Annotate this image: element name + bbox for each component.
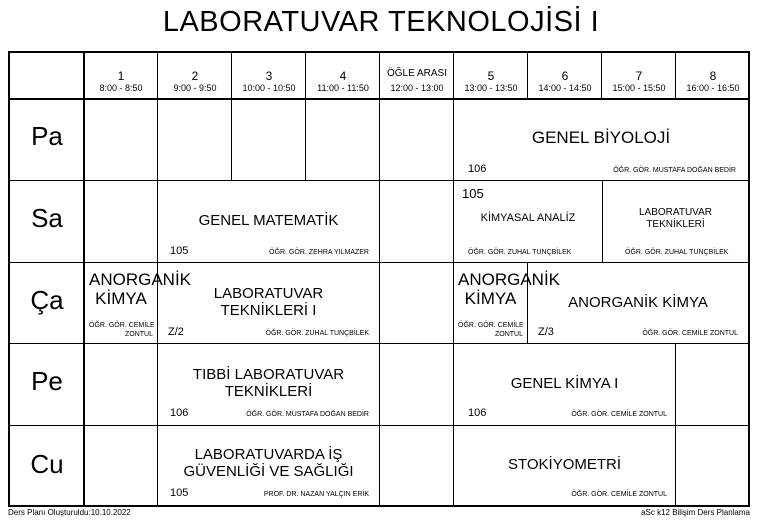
column-border — [601, 53, 602, 99]
lesson-teacher: ZONTUL — [125, 331, 153, 338]
period-time: 9:00 - 9:50 — [173, 83, 217, 93]
lesson-genel-kimya[interactable] — [454, 344, 675, 425]
lesson-room: 106 — [468, 407, 487, 419]
lesson-room: Z/3 — [538, 326, 554, 338]
period-time: 14:00 - 14:50 — [538, 83, 592, 93]
period-time: 11:00 - 11:50 — [317, 83, 369, 93]
period-number: 2 — [191, 69, 199, 83]
lesson-genel-biyoloji[interactable] — [454, 100, 748, 180]
lesson-name: GENEL BİYOLOJİ — [531, 128, 671, 147]
lesson-genel-matematik[interactable] — [158, 181, 379, 262]
lesson-name: GENEL MATEMATİK — [198, 212, 339, 229]
lesson-name: LABORATUVARDA İŞ GÜVENLİĞİ VE SAĞLIĞI — [183, 446, 354, 481]
lesson-teacher: PROF. DR. NAZAN YALÇIN ERİK — [263, 491, 369, 498]
period-number: 3 — [265, 69, 273, 83]
lesson-teacher: ÖĞR. GÖR. ZUHAL TUNÇBİLEK — [265, 330, 369, 337]
lesson-name: TIBBİ LABORATUVAR TEKNİKLERİ — [192, 366, 345, 401]
footer-software: aSc k12 Bilişim Ders Planlama — [641, 508, 750, 517]
period-time: 12:00 - 13:00 — [390, 83, 444, 93]
header-lunch — [380, 53, 454, 98]
period-number: 6 — [561, 69, 569, 83]
lesson-teacher: ÖĞR. GÖR. MUSTAFA DOĞAN BEDİR — [613, 167, 736, 174]
period-number: 5 — [487, 69, 495, 83]
lesson-name: ANORGANİK KİMYA — [568, 294, 708, 311]
lesson-teacher: ÖĞR. GÖR. CEMİLE ZONTUL — [571, 491, 667, 498]
lesson-teacher: ÖĞR. GÖR. ZEHRA YILMAZER — [269, 249, 369, 256]
day-label-pa: Pa — [31, 121, 63, 151]
day-label-cu: Cu — [30, 449, 64, 479]
period-time: 13:00 - 13:50 — [464, 83, 518, 93]
period-time: 8:00 - 8:50 — [99, 83, 143, 93]
period-number: 4 — [339, 69, 347, 83]
lesson-name: STOKİYOMETRİ — [507, 456, 622, 473]
lesson-room: Z/2 — [168, 326, 184, 338]
header-period-1 — [84, 53, 158, 98]
lesson-is-guvenligi[interactable] — [158, 426, 379, 505]
lesson-teacher: ZONTUL — [495, 331, 523, 338]
lesson-name: KİMYASAL ANALİZ — [480, 212, 576, 224]
lunch-label: ÖĞLE ARASI — [386, 68, 448, 79]
lesson-name: ANORGANİK KİMYA — [458, 270, 561, 308]
lesson-room: 105 — [170, 245, 189, 257]
lesson-room: 106 — [468, 163, 487, 175]
header-period-4 — [306, 53, 380, 98]
column-border — [157, 99, 158, 181]
column-border — [305, 53, 306, 181]
lesson-lab-teknikleri-1[interactable] — [158, 263, 379, 343]
column-border — [675, 344, 676, 426]
lesson-kimyasal-analiz[interactable] — [454, 181, 602, 262]
column-border — [231, 53, 232, 181]
lesson-room: 106 — [170, 407, 189, 419]
lesson-teacher: ÖĞR. GÖR. CEMİLE ZONTUL — [642, 330, 738, 337]
column-border — [527, 53, 528, 99]
lesson-stokiyometri[interactable] — [454, 426, 675, 505]
lesson-tibbi-lab-teknikleri[interactable] — [158, 344, 379, 425]
day-label-sa: Sa — [31, 203, 63, 233]
header-period-6 — [528, 53, 602, 98]
header-period-3 — [232, 53, 306, 98]
period-time: 16:00 - 16:50 — [686, 83, 740, 93]
column-border — [675, 53, 676, 99]
lesson-name: GENEL KİMYA I — [510, 375, 619, 392]
column-border — [157, 53, 158, 99]
header-period-2 — [158, 53, 232, 98]
lesson-teacher: ÖĞR. GÖR. CEMİLE ZONTUL — [571, 411, 667, 418]
lesson-room: 105 — [170, 487, 189, 499]
lesson-teacher: ÖĞR. GÖR. ZUHAL TUNÇBİLEK — [625, 249, 729, 256]
column-border — [675, 426, 676, 505]
header-period-7 — [602, 53, 676, 98]
footer-created-date: Ders Planı Oluşturuldu:10.10.2022 — [8, 508, 131, 517]
lesson-name: LABORATUVAR TEKNİKLERİ — [639, 207, 712, 230]
timetable — [8, 51, 750, 507]
period-number: 7 — [635, 69, 643, 83]
header-period-8 — [676, 53, 750, 98]
lesson-teacher: ÖĞR. GÖR. CEMİLE — [89, 322, 155, 329]
lesson-name: LABORATUVAR TEKNİKLERİ I — [213, 285, 324, 320]
lesson-room: 105 — [462, 186, 484, 201]
lesson-anorganik-kimya-3[interactable] — [528, 263, 748, 343]
page-title: LABORATUVAR TEKNOLOJİSİ I — [162, 6, 600, 38]
lesson-teacher: ÖĞR. GÖR. CEMİLE — [458, 322, 524, 329]
day-label-ca: Ça — [30, 285, 64, 315]
lesson-teacher: ÖĞR. GÖR. MUSTAFA DOĞAN BEDİR — [246, 411, 369, 418]
column-border — [379, 53, 380, 505]
period-time: 15:00 - 15:50 — [612, 83, 666, 93]
lesson-lab-teknikleri[interactable] — [603, 181, 748, 262]
day-label-pe: Pe — [31, 366, 63, 396]
period-number: 1 — [117, 69, 125, 83]
lesson-name: ANORGANİK KİMYA — [89, 270, 192, 308]
period-number: 8 — [709, 69, 717, 83]
header-period-5 — [454, 53, 528, 98]
lesson-teacher: ÖĞR. GÖR. ZUHAL TUNÇBİLEK — [468, 249, 572, 256]
period-time: 10:00 - 10:50 — [242, 83, 296, 93]
